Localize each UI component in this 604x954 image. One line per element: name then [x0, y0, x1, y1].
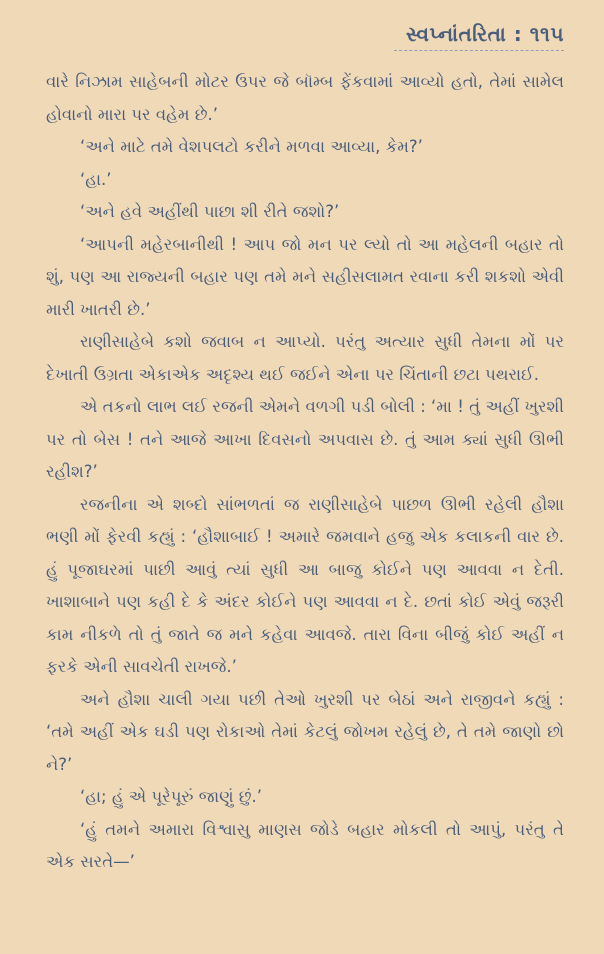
- paragraph: રજનીના એ શબ્દો સાંભળતાં જ રાણીસાહેબે પાછળ ઊભી રહેલી હૌશા ભણી મોં ફેરવી કહ્યું : ‘હૌશાબાઈ ! અમારે જમવાને હજુ એક કલાકની વાર છે. હું પૂજાઘરમાં પાછી આવું ત્યાં સુધી આ બાજુ કોઈને પણ આવવા ન દેતી. ખાશાબાને પણ કહી દે કે અંદર કોઈને પણ આવવા ન દે. છતાં કોઈ એવું જરૂરી કામ નીકળે તો તું જાતે જ મને કહેવા આવજે. તારા વિના બીજું કોઈ અહીં ન ફરકે એની સાવચેતી રાખજે.’: [46, 494, 564, 676]
- running-title: સ્વપ્નાંતરિતા : ૧૧૫: [406, 22, 564, 46]
- paragraph: ‘હું તમને અમારા વિશ્વાસુ માણસ જોડે બહાર મોકલી તો આપું, પરંતુ તે એક સરતે—’: [46, 819, 564, 871]
- paragraph: ‘હા.’: [80, 169, 112, 189]
- page-header: [394, 22, 564, 51]
- body-text: [46, 66, 564, 879]
- paragraph: અને હૌશા ચાલી ગયા પછી તેઓ ખુરશી પર બેઠાં અને રાજીવને કહ્યું : ‘તમે અહીં એક ઘડી પણ રોકાઓ તેમાં કેટલું જોખમ રહેલું છે, તે તમે જાણો છો ને?’: [46, 689, 564, 774]
- paragraph: વારે નિઝામ સાહેબની મોટર ઉપર જે બૉમ્બ ફેંકવામાં આવ્યો હતો, તેમાં સામેલ હોવાનો મારા પર વહેમ છે.’: [46, 72, 564, 124]
- paragraph: એ તકનો લાભ લઈ રજની એમને વળગી પડી બોલી : ‘મા ! તું અહીં ખુરશી પર તો બેસ ! તને આજે આખા દિવસનો અપવાસ છે. તું આમ ક્યાં સુધી ઊભી રહીશ?’: [46, 397, 564, 481]
- paragraph: ‘હા; હું એ પૂરેપૂરું જાણું છું.’: [80, 787, 263, 806]
- paragraph: ‘આપની મહેરબાનીથી ! આપ જો મન પર લ્યો તો આ મહેલની બહાર તો શું, પણ આ રાજ્યની બહાર પણ તમે મને સહીસલામત રવાના કરી શકશો એવી મારી ખાતરી છે.’: [46, 234, 564, 319]
- paragraph: રાણીસાહેબે કશો જવાબ ન આપ્યો. પરંતુ અત્યાર સુધી તેમના મોં પર દેખાતી ઉગ્રતા એકાએક અદૃશ્ય થઈ જઈને એના પર ચિંતાની છટા પથરાઈ.: [46, 332, 564, 384]
- paragraph: ‘અને માટે તમે વેશપલટો કરીને મળવા આવ્યા, કેમ?’: [80, 137, 423, 156]
- header-rule: [394, 50, 564, 51]
- paragraph: ‘અને હવે અહીંથી પાછા શી રીતે જશો?’: [80, 202, 340, 221]
